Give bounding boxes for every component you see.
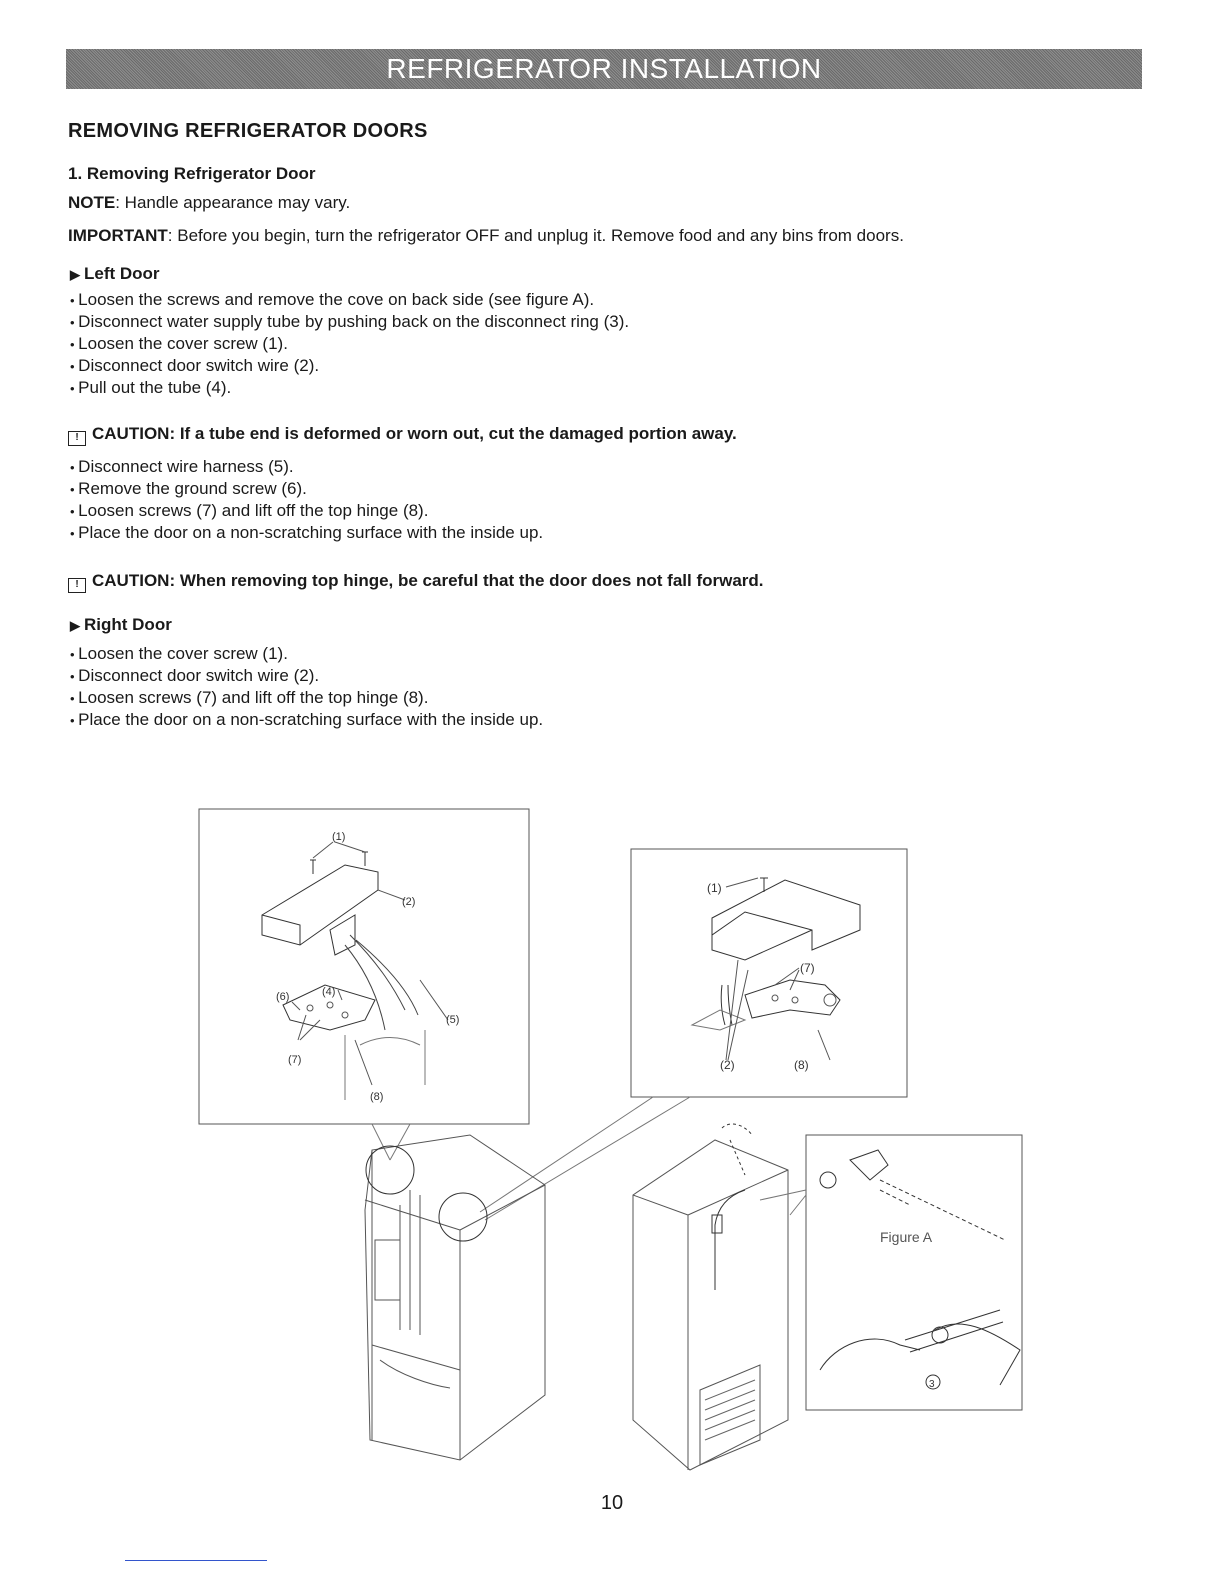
- right-hinge-detail-box: [631, 849, 907, 1097]
- right-label-1: (1): [707, 881, 722, 895]
- triangle-right-icon: ▶: [70, 267, 80, 282]
- warning-icon: !: [68, 578, 86, 593]
- list-item: • Place the door on a non-scratching surface with the inside up.: [70, 522, 543, 544]
- caution-tube: [68, 424, 737, 446]
- caution-tube-text: CAUTION: If a tube end is deformed or worn out, cut the damaged portion away.: [92, 424, 737, 443]
- page-number: 10: [600, 1492, 624, 1514]
- ring-label-3: 3: [929, 1379, 935, 1390]
- list-item: • Pull out the tube (4).: [70, 377, 629, 399]
- note-paragraph: [68, 193, 350, 213]
- left-door-title: Left Door: [84, 264, 160, 283]
- left-door-steps-a: [70, 289, 629, 399]
- left-hinge-detail-box: [199, 809, 529, 1124]
- list-item: • Place the door on a non-scratching surface with the inside up.: [70, 709, 543, 731]
- caution-hinge: [68, 571, 764, 593]
- list-item: • Disconnect wire harness (5).: [70, 456, 543, 478]
- list-item: • Remove the ground screw (6).: [70, 478, 543, 500]
- left-label-8: (8): [370, 1091, 384, 1103]
- section-title: REMOVING REFRIGERATOR DOORS: [68, 120, 428, 142]
- list-item: • Loosen screws (7) and lift off the top hinge (8).: [70, 500, 543, 522]
- caution-hinge-text: CAUTION: When removing top hinge, be careful that the door does not fall forward.: [92, 571, 764, 590]
- list-item: • Loosen the cover screw (1).: [70, 333, 629, 355]
- important-label: IMPORTANT: [68, 226, 168, 245]
- step-title: 1. Removing Refrigerator Door: [68, 164, 316, 183]
- list-item: • Disconnect water supply tube by pushing back on the disconnect ring (3).: [70, 311, 629, 333]
- left-label-1: (1): [332, 831, 346, 843]
- figure-a-label: Figure A: [880, 1229, 933, 1245]
- left-label-2: (2): [402, 896, 416, 908]
- list-item: • Disconnect door switch wire (2).: [70, 665, 543, 687]
- left-door-steps-b: [70, 456, 543, 544]
- footer-rule: [125, 1560, 267, 1561]
- left-label-5: (5): [446, 1014, 460, 1026]
- right-door-steps: [70, 643, 543, 731]
- figure-a-box: [806, 1135, 1022, 1410]
- right-label-7: (7): [800, 961, 815, 975]
- door-removal-illustration: [0, 800, 1224, 1480]
- important-text: : Before you begin, turn the refrigerator OFF and unplug it. Remove food and any bins from doors.: [167, 226, 904, 245]
- left-door-heading: [70, 264, 160, 284]
- left-label-4: (4): [322, 986, 336, 998]
- list-item: • Loosen the cover screw (1).: [70, 643, 543, 665]
- right-door-title: Right Door: [84, 615, 172, 634]
- header-banner: [66, 49, 1142, 89]
- left-label-6: (6): [276, 991, 290, 1003]
- right-label-2: (2): [720, 1058, 735, 1072]
- warning-icon: !: [68, 431, 86, 446]
- left-label-7: (7): [288, 1054, 302, 1066]
- banner-title: REFRIGERATOR INSTALLATION: [386, 53, 822, 84]
- note-label: NOTE: [68, 193, 116, 212]
- list-item: • Loosen the screws and remove the cove on back side (see figure A).: [70, 289, 629, 311]
- right-door-heading: [70, 615, 172, 635]
- important-paragraph: [68, 226, 904, 246]
- list-item: • Loosen screws (7) and lift off the top hinge (8).: [70, 687, 543, 709]
- right-label-8: (8): [794, 1058, 809, 1072]
- note-text: : Handle appearance may vary.: [115, 193, 351, 212]
- list-item: • Disconnect door switch wire (2).: [70, 355, 629, 377]
- triangle-right-icon: ▶: [70, 618, 80, 633]
